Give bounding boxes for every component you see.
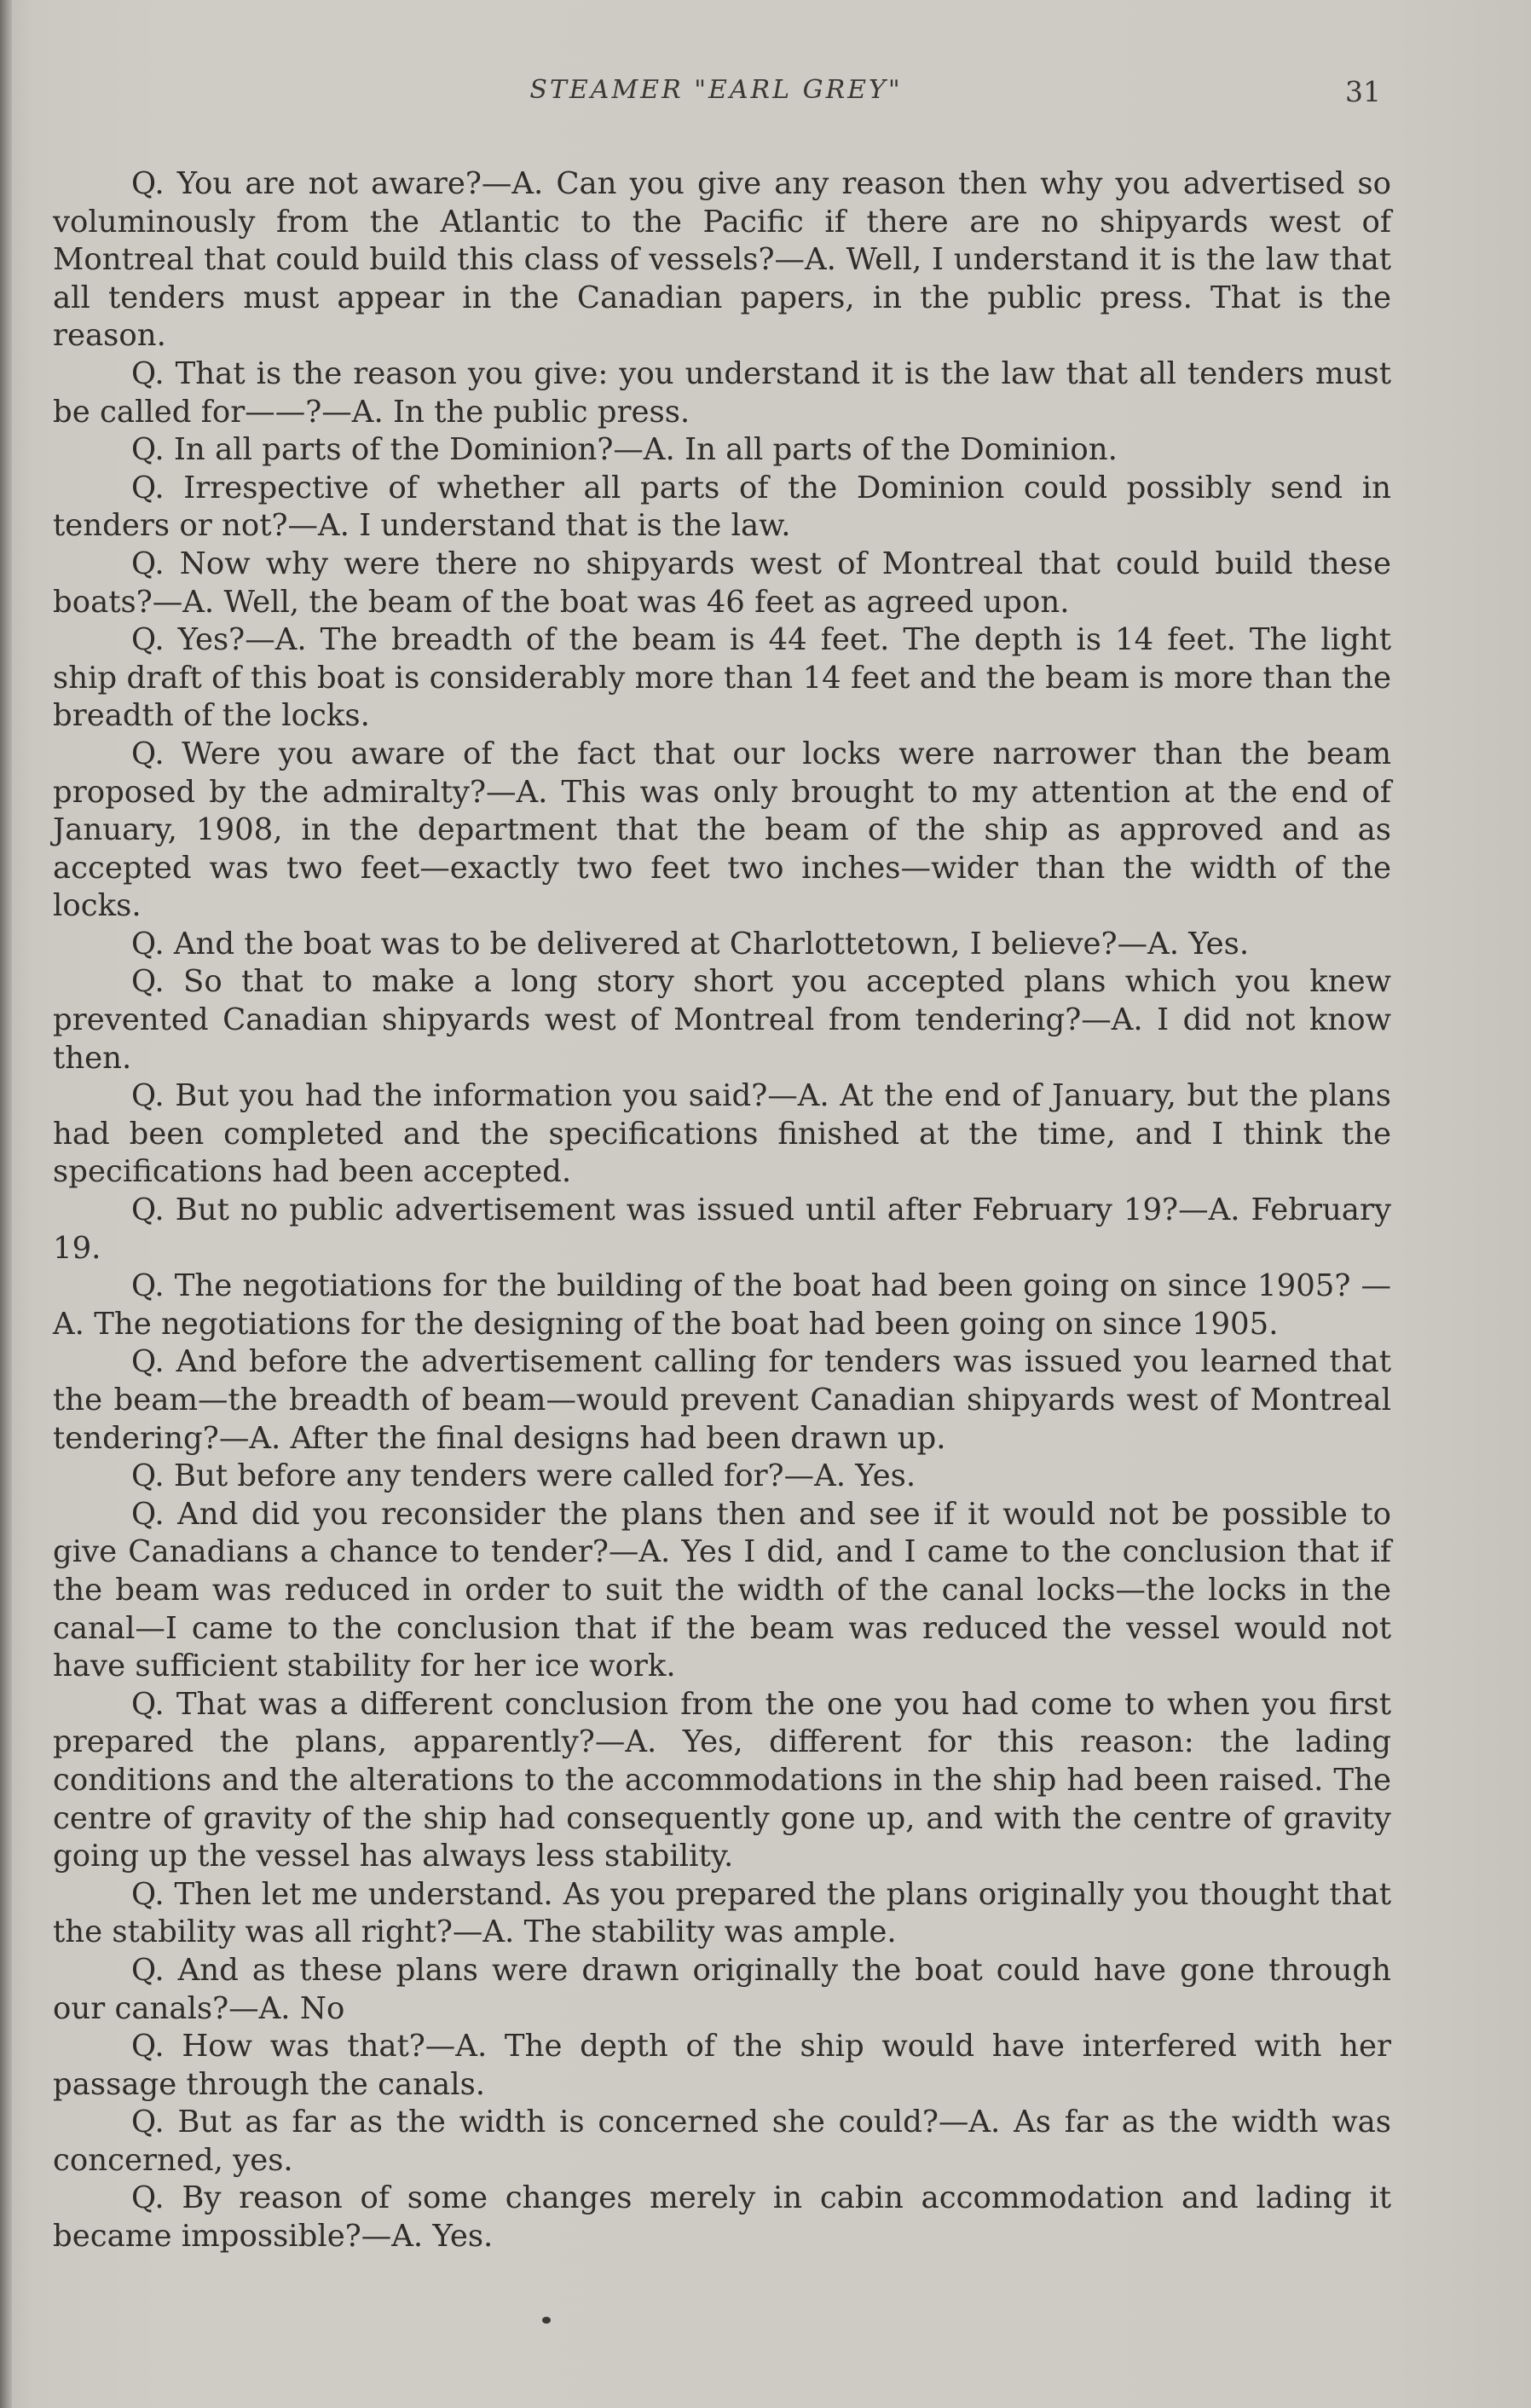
paragraph: Q. That is the reason you give: you understand it is the law that all tenders must be called for——?—A. In the public press.: [53, 355, 1391, 430]
paragraph: Q. And the boat was to be delivered at Charlottetown, I believe?—A. Yes.: [131, 926, 1250, 961]
testimony-body: [53, 165, 1391, 2256]
paragraph: Q. That was a different conclusion from the one you had come to when you first prepared the plans, apparently?—A. Yes, different for this reason: the lading conditions and the alterations to the accommodations in the ship had been raised. The centre of gravity of the ship had consequently gone up, and with the centre of gravity going up the vessel has always less stability.: [53, 1686, 1391, 1874]
ink-blot: [542, 2317, 551, 2324]
binding-edge: [0, 0, 12, 2408]
paragraph: Q. Irrespective of whether all parts of the Dominion could possibly send in tenders or not?—A. I understand that is the law.: [53, 470, 1391, 544]
paragraph: Q. But you had the information you said?—A. At the end of January, but the plans had been completed and the specifications finished at the time, and I think the specifications had been accepted.: [53, 1078, 1391, 1190]
paragraph: Q. Then let me understand. As you prepared the plans originally you thought that the stability was all right?—A. The stability was ample.: [53, 1876, 1391, 1950]
paragraph: Q. But before any tenders were called for?—A. Yes.: [131, 1458, 916, 1494]
paragraph: Q. But no public advertisement was issued until after February 19?—A. February 19.: [53, 1192, 1391, 1266]
page-number: 31: [1345, 75, 1381, 108]
paragraph: Q. Were you aware of the fact that our locks were narrower than the beam proposed by the admiralty?—A. This was only brought to my attention at the end of January, 1908, in the department that the beam of the ship as approved and as accepted was two feet—exactly two feet two inches—wider than the width of the locks.: [53, 736, 1391, 924]
paragraph: Q. Yes?—A. The breadth of the beam is 44 feet. The depth is 14 feet. The light ship draft of this boat is considerably more than 14 feet and the beam is more than the breadth of the locks.: [53, 622, 1391, 734]
paragraph: Q. And did you reconsider the plans then and see if it would not be possible to give Canadians a chance to tender?—A. Yes I did, and I came to the conclusion that if the beam was reduced in order to suit the width of the canal locks—the locks in the canal—I came to the conclusion that if the beam was reduced the vessel would not have sufficient stability for her ice work.: [53, 1496, 1391, 1684]
paragraph: Q. The negotiations for the building of the boat had been going on since 1905? —A. The negotiations for the designing of the boat had been going on since 1905.: [53, 1268, 1391, 1342]
paragraph: Q. And as these plans were drawn originally the boat could have gone through our canals?—A. No: [53, 1952, 1391, 2026]
paragraph: Q. Now why were there no shipyards west of Montreal that could build these boats?—A. Well, the beam of the boat was 46 feet as agreed upon.: [53, 546, 1391, 620]
page-header: [51, 75, 1381, 109]
paragraph: Q. In all parts of the Dominion?—A. In all parts of the Dominion.: [131, 432, 1118, 468]
paragraph: Q. How was that?—A. The depth of the ship would have interfered with her passage through the canals.: [53, 2029, 1391, 2102]
paragraph: Q. You are not aware?—A. Can you give any reason then why you advertised so voluminously from the Atlantic to the Pacific if there are no shipyards west of Montreal that could build this class of vessels?—A. Well, I understand it is the law that all tenders must appear in the Canadian papers, in the public press. That is the reason.: [53, 166, 1391, 354]
running-title: STEAMER "EARL GREY": [529, 75, 903, 105]
paragraph: Q. So that to make a long story short you accepted plans which you knew prevented Canadian shipyards west of Montreal from tendering?—A. I did not know then.: [53, 964, 1391, 1076]
paragraph: Q. And before the advertisement calling for tenders was issued you learned that the beam—the breadth of beam—would prevent Canadian shipyards west of Montreal tendering?—A. After the final designs had been drawn up.: [53, 1344, 1391, 1456]
paragraph: Q. But as far as the width is concerned she could?—A. As far as the width was concerned, yes.: [53, 2105, 1391, 2178]
paragraph: Q. By reason of some changes merely in cabin accommodation and lading it became impossible?—A. Yes.: [53, 2180, 1391, 2255]
